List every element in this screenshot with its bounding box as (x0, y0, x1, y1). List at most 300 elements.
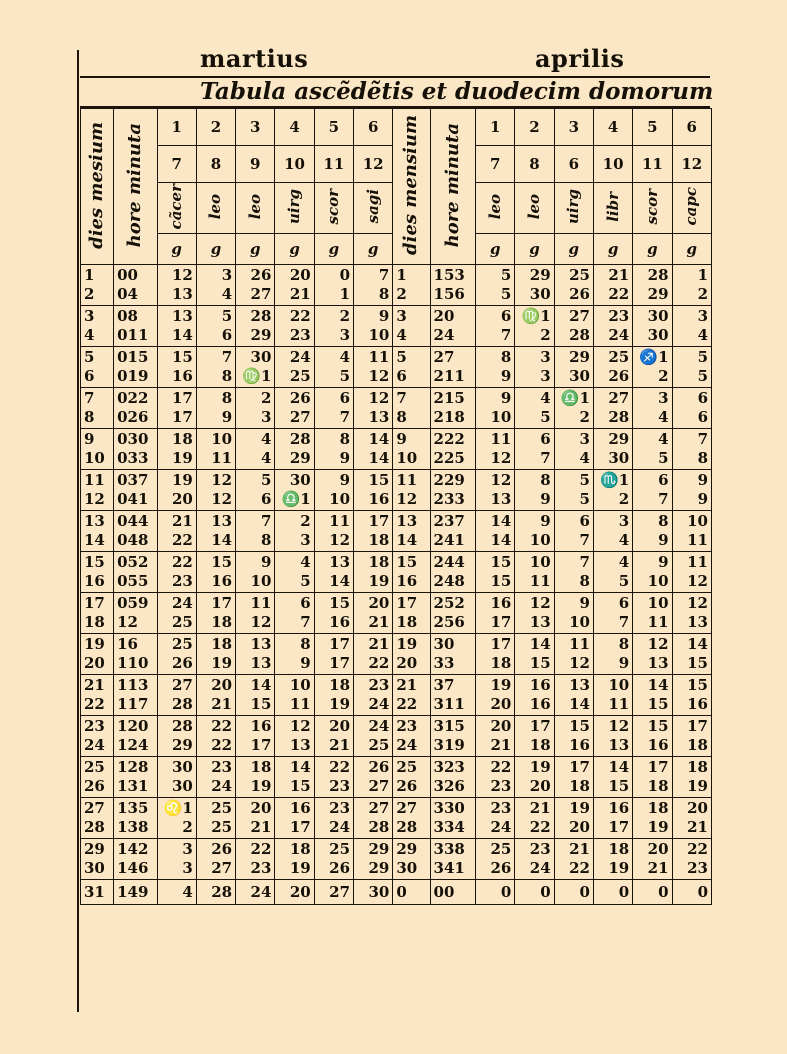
cell-value: 8 (697, 449, 708, 467)
degree-cell (196, 347, 235, 388)
day-value: 5 (396, 348, 407, 366)
hour-value: 1 (117, 717, 128, 735)
cell-value: ♐1 (639, 348, 669, 366)
minute-value: 17 (127, 695, 149, 713)
cell-value: 14 (171, 326, 193, 344)
minute-value: 0 (443, 635, 455, 653)
sign-label: leo (515, 183, 554, 234)
day-value: 8 (396, 408, 407, 426)
day-value: 22 (396, 695, 418, 713)
cell-value: 9 (540, 512, 551, 530)
cell-value: 21 (647, 859, 669, 877)
cell-value: 9 (260, 553, 272, 571)
cell-value: 19 (490, 676, 512, 694)
day-value: 6 (396, 367, 407, 385)
day-cell (393, 429, 430, 470)
time-cell (114, 798, 157, 839)
cell-value: 0 (500, 882, 512, 901)
cell-value: 24 (250, 882, 272, 901)
degree-cell (515, 429, 554, 470)
hour-value: 0 (117, 490, 128, 508)
minute-value: 52 (127, 553, 149, 571)
degree-cell (633, 675, 672, 716)
cell-value: 13 (171, 307, 193, 325)
cell-value: 3 (658, 389, 669, 407)
day-cell (81, 757, 114, 798)
degree-cell (157, 798, 196, 839)
cell-value: 2 (697, 285, 708, 303)
hour-value: 2 (433, 594, 444, 612)
cell-value: 16 (529, 676, 551, 694)
degree-cell (633, 716, 672, 757)
degree-cell (476, 511, 515, 552)
hour-value: 2 (433, 531, 444, 549)
cell-value: 9 (618, 654, 630, 672)
cell-value: 15 (368, 471, 390, 489)
hour-value: 1 (117, 613, 128, 631)
cell-value: 6 (697, 408, 708, 426)
minute-value: 46 (127, 859, 149, 877)
cell-value: 19 (647, 818, 669, 836)
degree-cell (515, 716, 554, 757)
cell-value: 23 (211, 758, 233, 776)
house-row-top (81, 109, 712, 146)
hour-value: 0 (117, 553, 128, 571)
degree-cell (476, 757, 515, 798)
minute-value: 37 (443, 512, 465, 530)
hour-value: 2 (433, 326, 444, 344)
cell-value: 17 (329, 654, 351, 672)
cell-value: 23 (289, 326, 311, 344)
days-header: dies mesium (81, 109, 114, 265)
day-value: 20 (396, 654, 418, 672)
cell-value: 18 (250, 758, 272, 776)
time-cell (114, 552, 157, 593)
cell-value: 9 (300, 654, 311, 672)
day-value: 10 (84, 449, 105, 467)
minute-value: 11 (443, 695, 465, 713)
cell-value: 8 (221, 367, 233, 385)
cell-value: 0 (540, 882, 551, 901)
minute-value: 44 (443, 553, 465, 571)
cell-value: 14 (368, 430, 390, 448)
day-value: 1 (396, 266, 407, 284)
time-cell (114, 716, 157, 757)
degree-cell (515, 552, 554, 593)
cell-value: 15 (211, 553, 233, 571)
cell-value: 16 (687, 695, 708, 713)
degree-label: g (593, 234, 632, 265)
cell-value: 10 (490, 408, 512, 426)
minute-value: 7 (443, 348, 455, 366)
cell-value: 30 (529, 285, 551, 303)
table-row (81, 511, 712, 552)
degree-cell (314, 265, 353, 306)
cell-value: 18 (490, 654, 512, 672)
cell-value: 18 (211, 635, 233, 653)
degree-label: g (515, 234, 554, 265)
table-row (81, 470, 712, 511)
cell-value: 15 (171, 348, 193, 366)
degree-cell (314, 429, 353, 470)
cell-value: 9 (378, 307, 390, 325)
cell-value: 18 (687, 758, 708, 776)
house-num: 6 (672, 109, 711, 146)
minute-value: 4 (127, 285, 138, 303)
cell-value: 3 (540, 367, 551, 385)
degree-cell (633, 757, 672, 798)
degree-cell (515, 470, 554, 511)
cell-value: 24 (368, 717, 390, 735)
cell-value: 7 (697, 430, 708, 448)
cell-value: 17 (608, 818, 630, 836)
left-margin-rule (77, 50, 79, 1012)
cell-value: 12 (171, 266, 193, 284)
degree-cell (476, 470, 515, 511)
house-num: 3 (236, 109, 275, 146)
table-row (81, 839, 712, 880)
cell-value: 26 (608, 367, 630, 385)
cell-value: 14 (211, 531, 233, 549)
degree-cell (633, 880, 672, 905)
cell-value: 24 (329, 818, 351, 836)
degree-cell (476, 593, 515, 634)
cell-value: 15 (687, 676, 708, 694)
cell-value: 16 (368, 490, 390, 508)
cell-value: 7 (339, 408, 351, 426)
cell-value: 18 (687, 736, 708, 754)
degree-cell (314, 798, 353, 839)
cell-value: 20 (490, 717, 512, 735)
degree-cell (554, 880, 593, 905)
cell-value: 21 (329, 736, 351, 754)
degree-cell (354, 347, 393, 388)
degree-cell (314, 511, 353, 552)
cell-value: 27 (608, 389, 630, 407)
degree-cell (157, 429, 196, 470)
degree-cell (672, 839, 711, 880)
sign-label: uirg (554, 183, 593, 234)
degree-cell (314, 552, 353, 593)
cell-value: 18 (529, 736, 551, 754)
cell-value: 14 (250, 676, 272, 694)
cell-value: 11 (289, 695, 311, 713)
cell-value: 4 (221, 285, 233, 303)
cell-value: 19 (529, 758, 551, 776)
degree-cell (314, 306, 353, 347)
degree-cell (157, 634, 196, 675)
cell-value: ♎1 (560, 389, 590, 407)
cell-value: 20 (569, 818, 590, 836)
cell-value: 7 (221, 348, 233, 366)
cell-value: 16 (647, 736, 669, 754)
degree-cell (515, 388, 554, 429)
sign-label: leo (476, 183, 515, 234)
degree-cell (275, 839, 314, 880)
hour-value: 1 (117, 882, 128, 901)
cell-value: 29 (368, 840, 390, 858)
cell-value: 15 (289, 777, 311, 795)
cell-value: 12 (647, 635, 669, 653)
cell-value: 18 (368, 531, 390, 549)
cell-value: 18 (647, 777, 669, 795)
time-cell (114, 429, 157, 470)
degree-cell (593, 880, 632, 905)
degree-cell (275, 306, 314, 347)
cell-value: 12 (329, 531, 351, 549)
hour-value: 0 (117, 572, 128, 590)
cell-value: 4 (260, 430, 272, 448)
hour-value: 0 (117, 471, 128, 489)
cell-value: 10 (329, 490, 351, 508)
minute-value: 23 (443, 758, 465, 776)
cell-value: 29 (171, 736, 193, 754)
cell-value: 20 (171, 490, 193, 508)
degree-cell (275, 593, 314, 634)
minute-value: 18 (443, 408, 465, 426)
day-value: 30 (84, 859, 105, 877)
cell-value: 9 (697, 490, 708, 508)
degree-cell (476, 634, 515, 675)
degree-cell (515, 306, 554, 347)
day-value: 24 (84, 736, 105, 754)
cell-value: 18 (647, 799, 669, 817)
minute-value: 48 (127, 531, 149, 549)
cell-value: 27 (211, 859, 233, 877)
degree-cell (554, 470, 593, 511)
table-row (81, 880, 712, 905)
hour-value: 2 (433, 490, 444, 508)
minute-value: 28 (127, 758, 149, 776)
cell-value: 11 (647, 613, 669, 631)
degree-cell (476, 429, 515, 470)
day-cell (81, 511, 114, 552)
cell-value: 19 (569, 799, 590, 817)
degree-cell (672, 265, 711, 306)
hour-value: 3 (433, 818, 444, 836)
cell-value: 18 (569, 777, 590, 795)
day-value: 0 (396, 882, 407, 901)
cell-value: 29 (250, 326, 272, 344)
hours-header-right: hore minuta (430, 109, 476, 265)
degree-cell (196, 552, 235, 593)
degree-cell (157, 470, 196, 511)
day-cell (81, 593, 114, 634)
cell-value: 22 (171, 553, 193, 571)
cell-value: 2 (540, 326, 551, 344)
hour-value: 1 (433, 266, 444, 284)
minute-value: 13 (127, 676, 149, 694)
cell-value: 23 (490, 799, 512, 817)
time-cell (114, 306, 157, 347)
cell-value: 25 (171, 635, 193, 653)
cell-value: 30 (171, 777, 193, 795)
degree-cell (275, 470, 314, 511)
degree-cell (236, 552, 275, 593)
cell-value: 26 (490, 859, 512, 877)
degree-cell (157, 716, 196, 757)
degree-cell (554, 798, 593, 839)
minute-value: 11 (443, 367, 465, 385)
degree-cell (593, 634, 632, 675)
cell-value: 28 (608, 408, 630, 426)
cell-value: 6 (579, 512, 590, 530)
cell-value: 12 (687, 594, 708, 612)
cell-value: 24 (171, 594, 193, 612)
degree-cell (354, 757, 393, 798)
cell-value: 20 (368, 594, 390, 612)
cell-value: 7 (300, 613, 311, 631)
degree-cell (196, 798, 235, 839)
day-cell (393, 757, 430, 798)
cell-value: 6 (658, 471, 669, 489)
minute-value: 0 (443, 882, 455, 901)
day-cell (81, 798, 114, 839)
time-cell (114, 511, 157, 552)
day-cell (393, 306, 430, 347)
table-row (81, 306, 712, 347)
degree-label: g (275, 234, 314, 265)
hour-value: 2 (433, 307, 444, 325)
cell-value: 15 (490, 572, 512, 590)
day-value: 21 (396, 676, 418, 694)
cell-value: 7 (500, 326, 512, 344)
day-cell (81, 388, 114, 429)
cell-value: 21 (289, 285, 311, 303)
cell-value: 5 (658, 449, 669, 467)
degree-cell (633, 470, 672, 511)
house-num: 7 (476, 146, 515, 183)
cell-value: 19 (250, 777, 272, 795)
degree-cell (554, 388, 593, 429)
cell-value: 14 (490, 531, 512, 549)
degree-cell (314, 839, 353, 880)
day-cell (81, 716, 114, 757)
day-cell (393, 634, 430, 675)
minute-value: 59 (127, 594, 149, 612)
degree-cell (196, 675, 235, 716)
hour-value: 3 (433, 777, 444, 795)
degree-cell (236, 511, 275, 552)
degree-cell (157, 839, 196, 880)
hour-value: 0 (117, 389, 128, 407)
cell-value: 20 (490, 695, 512, 713)
cell-value: 14 (529, 635, 551, 653)
cell-value: 16 (250, 717, 272, 735)
hour-value: 1 (117, 635, 128, 653)
time-cell (430, 429, 476, 470)
degree-cell (672, 306, 711, 347)
degree-cell (633, 388, 672, 429)
cell-value: 16 (289, 799, 311, 817)
cell-value: 25 (211, 818, 233, 836)
minute-value: 37 (127, 471, 149, 489)
day-value: 9 (396, 430, 407, 448)
day-value: 12 (84, 490, 105, 508)
cell-value: 26 (250, 266, 272, 284)
time-cell (430, 634, 476, 675)
cell-value: 25 (289, 367, 311, 385)
cell-value: 6 (339, 389, 351, 407)
day-value: 4 (84, 326, 95, 344)
hour-value: 2 (433, 449, 444, 467)
cell-value: 22 (171, 531, 193, 549)
day-cell (393, 880, 430, 905)
cell-value: 25 (569, 266, 590, 284)
degree-cell (196, 593, 235, 634)
house-num: 11 (314, 146, 353, 183)
cell-value: 19 (687, 777, 708, 795)
day-value: 4 (396, 326, 407, 344)
day-value: 7 (84, 389, 95, 407)
cell-value: 18 (608, 840, 630, 858)
degree-cell (593, 429, 632, 470)
cell-value: 12 (608, 717, 630, 735)
degree-cell (554, 716, 593, 757)
day-value: 24 (396, 736, 418, 754)
minute-value: 15 (443, 717, 465, 735)
day-cell (393, 675, 430, 716)
time-cell (430, 675, 476, 716)
cell-value: 29 (368, 859, 390, 877)
degree-cell (672, 757, 711, 798)
cell-value: 13 (569, 676, 590, 694)
degree-cell (515, 880, 554, 905)
cell-value: 12 (368, 389, 390, 407)
time-cell (114, 839, 157, 880)
day-cell (393, 716, 430, 757)
hour-value: 1 (117, 695, 128, 713)
cell-value: 17 (569, 758, 590, 776)
cell-value: 25 (368, 736, 390, 754)
cell-value: 8 (540, 471, 551, 489)
cell-value: 12 (490, 449, 512, 467)
cell-value: 3 (540, 348, 551, 366)
degree-cell (354, 634, 393, 675)
degree-cell (354, 265, 393, 306)
cell-value: 18 (368, 553, 390, 571)
cell-value: 11 (687, 531, 708, 549)
day-cell (81, 675, 114, 716)
degree-cell (236, 798, 275, 839)
hour-value: 2 (433, 348, 444, 366)
cell-value: 29 (608, 430, 630, 448)
table-row (81, 388, 712, 429)
cell-value: 4 (182, 882, 193, 901)
day-value: 22 (84, 695, 105, 713)
minute-value: 33 (127, 449, 149, 467)
house-num: 10 (275, 146, 314, 183)
day-value: 6 (84, 367, 95, 385)
cell-value: 12 (211, 490, 233, 508)
day-cell (81, 552, 114, 593)
cell-value: 3 (182, 840, 193, 858)
minute-value: 6 (127, 635, 138, 653)
degree-cell (515, 675, 554, 716)
day-value: 17 (396, 594, 418, 612)
day-value: 14 (396, 531, 418, 549)
table-row (81, 798, 712, 839)
minute-value: 29 (443, 471, 465, 489)
cell-value: 17 (490, 613, 512, 631)
cell-value: 19 (171, 471, 193, 489)
degree-cell (554, 347, 593, 388)
degree-cell (633, 429, 672, 470)
minute-value: 2 (127, 613, 138, 631)
cell-value: 16 (171, 367, 193, 385)
time-cell (114, 470, 157, 511)
cell-value: 3 (300, 531, 311, 549)
